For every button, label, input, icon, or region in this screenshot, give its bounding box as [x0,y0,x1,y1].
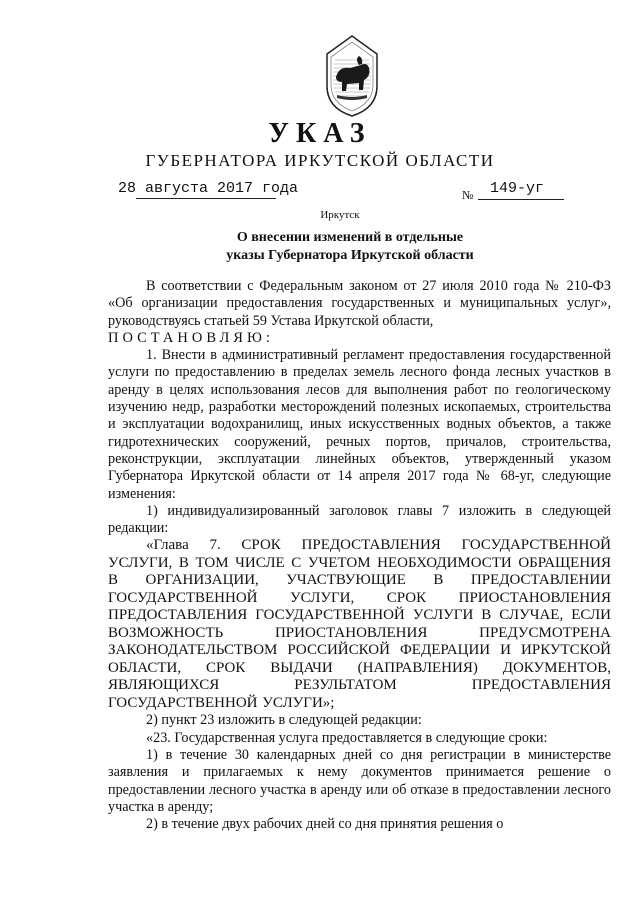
heading-line-2: указы Губернатора Иркутской области [226,248,474,263]
subitem-1-paragraph: 1) индивидуализированный заголовок главы 7 изложить в следующей редакции: [108,502,611,537]
chapter-7-heading-quote: «Глава 7. СРОК ПРЕДОСТАВЛЕНИЯ ГОСУДАРСТВЕННОЙ УСЛУГИ, В ТОМ ЧИСЛЕ С УЧЕТОМ НЕОБХОДИМОСТИ ОБРАЩЕНИЯ В ОРГАНИЗАЦИИ, УЧАСТВУЮЩИЕ В ПРЕДОСТАВЛЕНИИ ГОСУДАРСТВЕННОЙ УСЛУГИ, СРОК ПРИОСТАНОВЛЕНИЯ ПРЕДОСТАВЛЕНИЯ ГОСУДАРСТВЕННОЙ УСЛУГИ В СЛУЧАЕ, ЕСЛИ ВОЗМОЖНОСТЬ ПРИОСТАНОВЛЕНИЯ ПРЕДУСМОТРЕНА ЗАКОНОДАТЕЛЬСТВОМ РОССИЙСКОЙ ФЕДЕРАЦИИ И ИРКУТСКОЙ ОБЛАСТИ, СРОК ВЫДАЧИ (НАПРАВЛЕНИЯ) ДОКУМЕНТОВ, ЯВЛЯЮЩИХСЯ РЕЗУЛЬТАТОМ ПРЕДОСТАВЛЕНИЯ ГОСУДАРСТВЕННОЙ УСЛУГИ»; [108,537,611,711]
document-type-title: УКАЗ [268,118,372,149]
document-number: 149-уг [490,180,545,197]
document-body [108,278,611,834]
issue-city: Иркутск [320,209,360,221]
point-23-subitem-2: 2) в течение двух рабочих дней со дня принятия решения о [146,816,504,833]
coat-of-arms-icon [317,32,387,118]
document-heading [0,229,640,265]
item-1-paragraph: 1. Внести в административный регламент предоставления государственной услуги по предоставлению в пределах земель лесного фонда лесных участков в аренду в целях использования лесов для выполнения работ по геологическому изучению недр, разработки месторождений полезных ископаемых, строительства и эксплуатации водохранилищ, иных искусственных водных объектов, а также гидротехнических сооружений, речных портов, причалов, строительства, реконструкции, эксплуатации линейных объектов, утвержденный указом Губернатора Иркутской области от 14 апреля 2017 года № 68-уг, следующие изменения: [108,347,611,502]
number-underline [478,199,564,200]
issuer-subtitle: ГУБЕРНАТОРА ИРКУТСКОЙ ОБЛАСТИ [145,151,495,170]
preamble-paragraph: В соответствии с Федеральным законом от 27 июля 2010 года № 210-ФЗ «Об организации предоставления государственных и муниципальных услуг», руководствуясь статьей 59 Устава Иркутской области, [108,278,611,329]
heading-line-1: О внесении изменений в отдельные [236,230,464,245]
number-sign: № [462,188,474,202]
point-23-subitem-1: 1) в течение 30 календарных дней со дня регистрации в министерстве заявления и прилагаемых к нему документов принимается решение о предоставлении лесного участка в аренду или об отказе в предоставлении лесного участка в аренду; [108,747,611,815]
point-23-paragraph: «23. Государственная услуга предоставляется в следующие сроки: [146,729,548,746]
date-underline [136,198,276,199]
document-date: 28 августа 2017 года [118,180,299,197]
resolution-word: ПОСТАНОВЛЯЮ: [108,329,274,346]
subitem-2-paragraph: 2) пункт 23 изложить в следующей редакции: [146,712,422,729]
